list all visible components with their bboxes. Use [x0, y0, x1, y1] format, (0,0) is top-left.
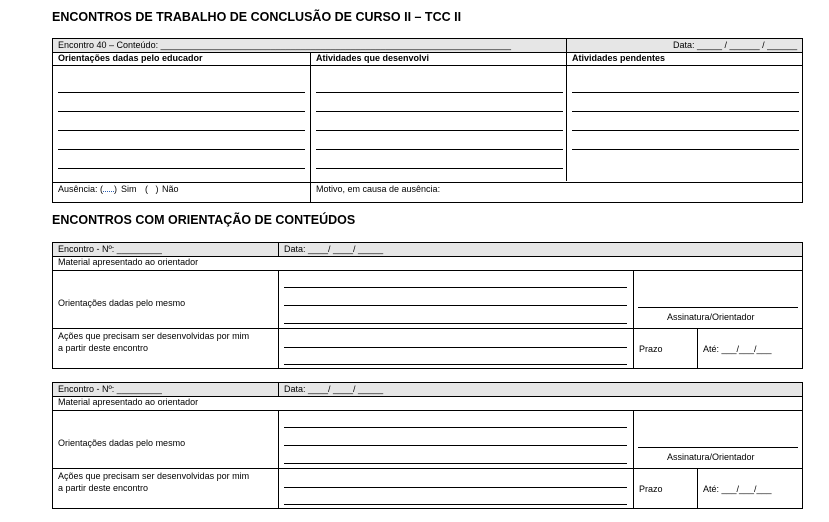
writing-line[interactable]	[284, 504, 627, 505]
deadline-date-field[interactable]: Até: ___/___/___	[703, 344, 772, 354]
date-field[interactable]: Data: ____/ ____/ _____	[284, 244, 384, 254]
material-label: Material apresentado ao orientador	[58, 257, 199, 267]
writing-line[interactable]	[572, 130, 799, 131]
writing-line[interactable]	[284, 463, 627, 464]
writing-line[interactable]	[58, 130, 305, 131]
writing-line[interactable]	[58, 168, 305, 169]
absence-sim-label: Sim	[121, 184, 137, 194]
section2-title: ENCONTROS COM ORIENTAÇÃO DE CONTEÚDOS	[52, 213, 356, 227]
writing-line[interactable]	[316, 92, 563, 93]
signature-line[interactable]	[638, 307, 798, 308]
writing-line[interactable]	[58, 111, 305, 112]
writing-line[interactable]	[284, 347, 627, 348]
acoes-label-line1: Ações que precisam ser desenvolvidas por mim	[58, 471, 250, 481]
writing-line[interactable]	[284, 445, 627, 446]
absence-reason-field[interactable]: Motivo, em causa de ausência:	[316, 184, 441, 194]
writing-line[interactable]	[284, 427, 627, 428]
absence-nao-checkbox[interactable]: ( )	[145, 184, 159, 194]
writing-line[interactable]	[58, 92, 305, 93]
encontro-number-field[interactable]: Encontro - Nº: _________	[58, 384, 162, 394]
deadline-date-field[interactable]: Até: ___/___/___	[703, 484, 772, 494]
prazo-label: Prazo	[639, 484, 663, 494]
col-header-orientacoes: Orientações dadas pelo educador	[58, 53, 203, 63]
writing-line[interactable]	[316, 168, 563, 169]
orientation-block-1	[52, 242, 803, 369]
writing-line[interactable]	[316, 111, 563, 112]
writing-line[interactable]	[284, 305, 627, 306]
writing-line[interactable]	[284, 487, 627, 488]
tcc-meeting-table	[52, 38, 803, 203]
orientacoes-label: Orientações dadas pelo mesmo	[58, 298, 186, 308]
signature-label: Assinatura/Orientador	[667, 452, 755, 462]
prazo-label: Prazo	[639, 344, 663, 354]
date-field[interactable]: Data: ____/ ____/ _____	[284, 384, 384, 394]
acoes-label-line2: a partir deste encontro	[58, 483, 149, 493]
orientation-block-2	[52, 382, 803, 509]
section1-title: ENCONTROS DE TRABALHO DE CONCLUSÃO DE CURSO II – TCC II	[52, 10, 462, 24]
encontro-content-field[interactable]: Encontro 40 – Conteúdo: ______________________________________________________________________	[58, 40, 511, 50]
encontro-number-field[interactable]: Encontro - Nº: _________	[58, 244, 162, 254]
writing-line[interactable]	[284, 287, 627, 288]
writing-line[interactable]	[316, 149, 563, 150]
writing-line[interactable]	[284, 364, 627, 365]
material-label: Material apresentado ao orientador	[58, 397, 199, 407]
writing-line[interactable]	[284, 323, 627, 324]
writing-line[interactable]	[316, 130, 563, 131]
signature-label: Assinatura/Orientador	[667, 312, 755, 322]
writing-line[interactable]	[572, 149, 799, 150]
header-row	[53, 243, 802, 256]
date-field[interactable]: Data: _____ / ______ / ______	[673, 40, 798, 50]
col-header-atividades: Atividades que desenvolvi	[316, 53, 430, 63]
orientacoes-label: Orientações dadas pelo mesmo	[58, 438, 186, 448]
header-row	[53, 383, 802, 396]
absence-label: Ausência:	[58, 184, 98, 194]
acoes-label-line2: a partir deste encontro	[58, 343, 149, 353]
absence-sim-checkbox[interactable]: ( )	[100, 184, 117, 194]
signature-line[interactable]	[638, 447, 798, 448]
writing-line[interactable]	[572, 111, 799, 112]
col-header-pendentes: Atividades pendentes	[572, 53, 666, 63]
acoes-label-line1: Ações que precisam ser desenvolvidas por mim	[58, 331, 250, 341]
absence-nao-label: Não	[162, 184, 179, 194]
writing-line[interactable]	[58, 149, 305, 150]
writing-line[interactable]	[572, 92, 799, 93]
